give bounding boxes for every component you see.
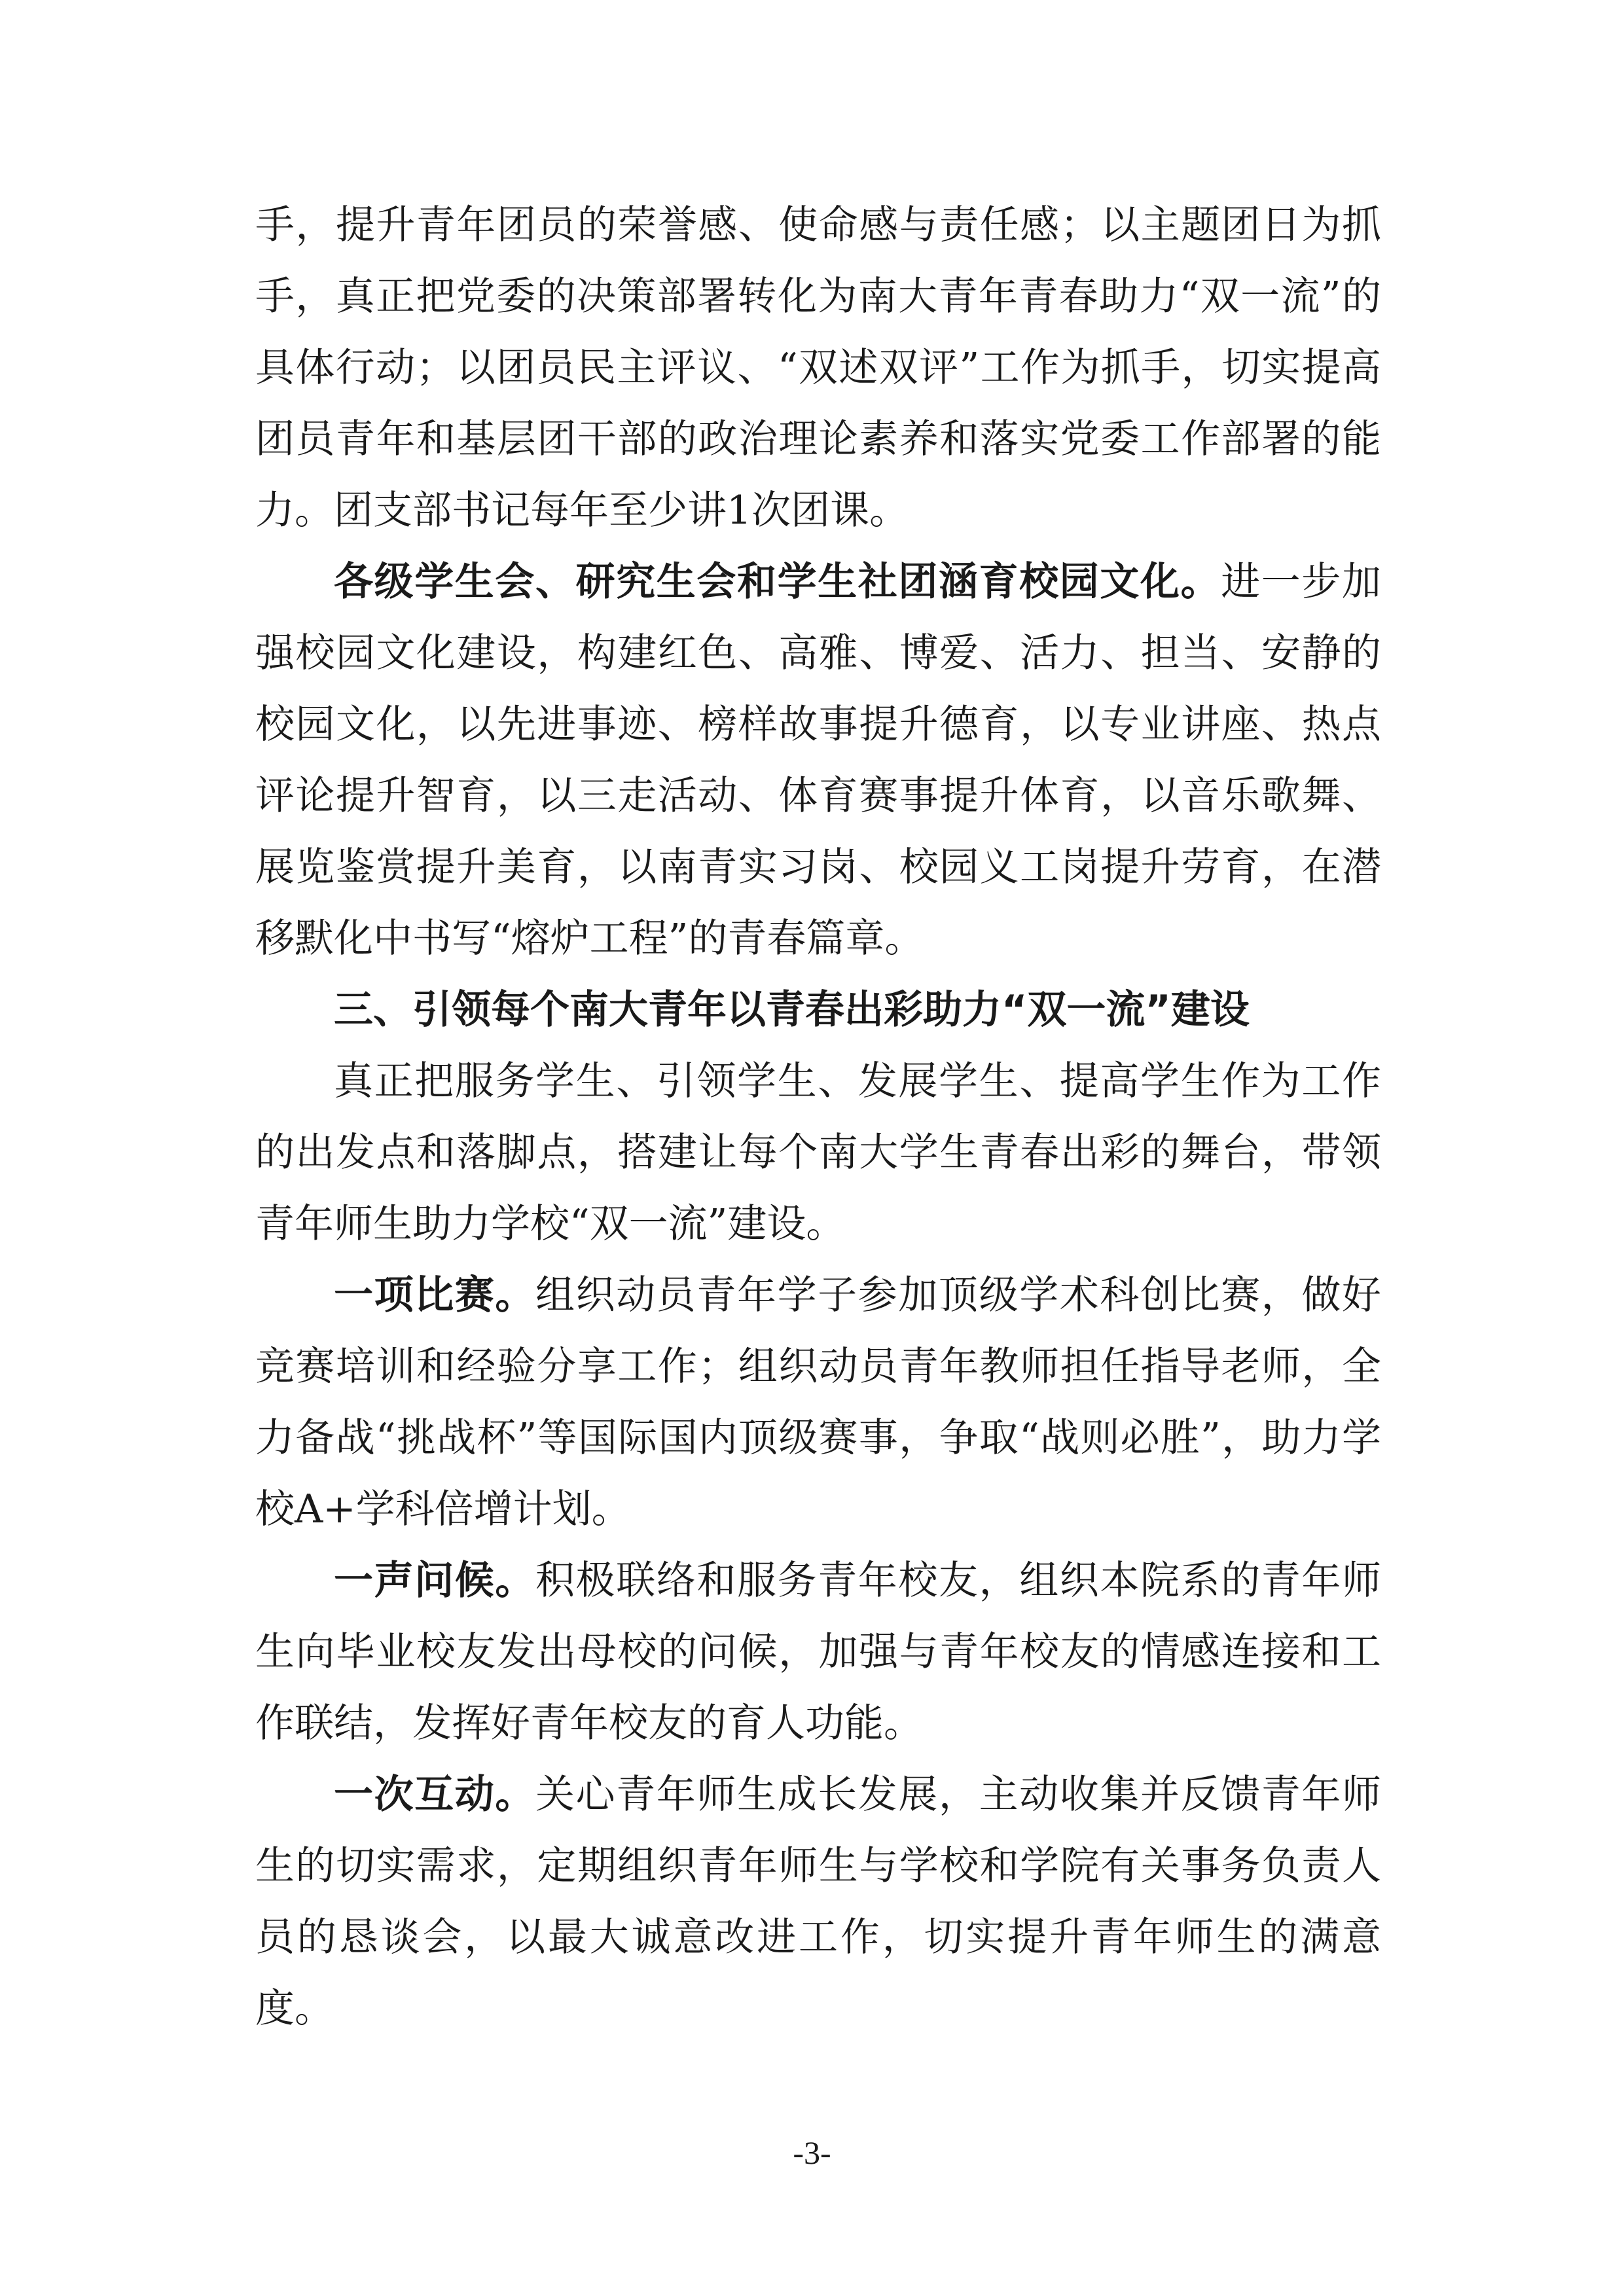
paragraph-text: 真正把服务学生、引领学生、发展学生、提高学生作为工作的出发点和落脚点，搭建让每个南大学生青春出彩的舞台，带领青年师生助力学校“双一流”建设。	[255, 1058, 1381, 1247]
paragraph-text: 手，提升青年团员的荣誉感、使命感与责任感；以主题团日为抓手，真正把党委的决策部署转化为南大青年青春助力“双一流”的具体行动；以团员民主评议、“双述双评”工作为抓手，切实提高团员青年和基层团干部的政治理论素养和落实党委工作部署的能力。团支部书记每年至少讲1次团课。	[255, 202, 1381, 533]
document-body	[255, 190, 1381, 2045]
page-number: -3-	[793, 2134, 831, 2171]
paragraph-text: 积极联络和服务青年校友，组织本院系的青年师生向毕业校友发出母校的问候，加强与青年校友的情感连接和工作联结，发挥好青年校友的育人功能。	[255, 1558, 1381, 1746]
paragraph-continuation	[255, 190, 1381, 547]
paragraph-lead: 一声问候。	[334, 1558, 535, 1604]
paragraph-lead: 一项比赛。	[334, 1272, 535, 1318]
paragraph-text: 关心青年师生成长发展，主动收集并反馈青年师生的切实需求，定期组织青年师生与学校和学院有关事务负责人员的恳谈会，以最大诚意改进工作，切实提升青年师生的满意度。	[255, 1772, 1381, 2032]
paragraph-section-intro	[255, 1046, 1381, 1260]
paragraph-competition	[255, 1260, 1381, 1545]
paragraph-lead: 一次互动。	[334, 1772, 535, 1818]
paragraph-text: 组织动员青年学子参加顶级学术科创比赛，做好竞赛培训和经验分享工作；组织动员青年教师担任指导老师，全力备战“挑战杯”等国际国内顶级赛事，争取“战则必胜”，助力学校A+学科倍增计划。	[255, 1272, 1381, 1532]
paragraph-greeting	[255, 1545, 1381, 1759]
paragraph-interaction	[255, 1759, 1381, 2045]
paragraph-text: 进一步加强校园文化建设，构建红色、高雅、博爱、活力、担当、安静的校园文化，以先进事迹、榜样故事提升德育，以专业讲座、热点评论提升智育，以三走活动、体育赛事提升体育，以音乐歌舞、展览鉴赏提升美育，以南青实习岗、校园义工岗提升劳育，在潜移默化中书写“熔炉工程”的青春篇章。	[255, 559, 1382, 961]
section-heading: 三、引领每个南大青年以青春出彩助力“双一流”建设	[334, 987, 1250, 1033]
paragraph-lead: 各级学生会、研究生会和学生社团涵育校园文化。	[334, 559, 1221, 605]
paragraph-campus-culture	[255, 547, 1381, 975]
